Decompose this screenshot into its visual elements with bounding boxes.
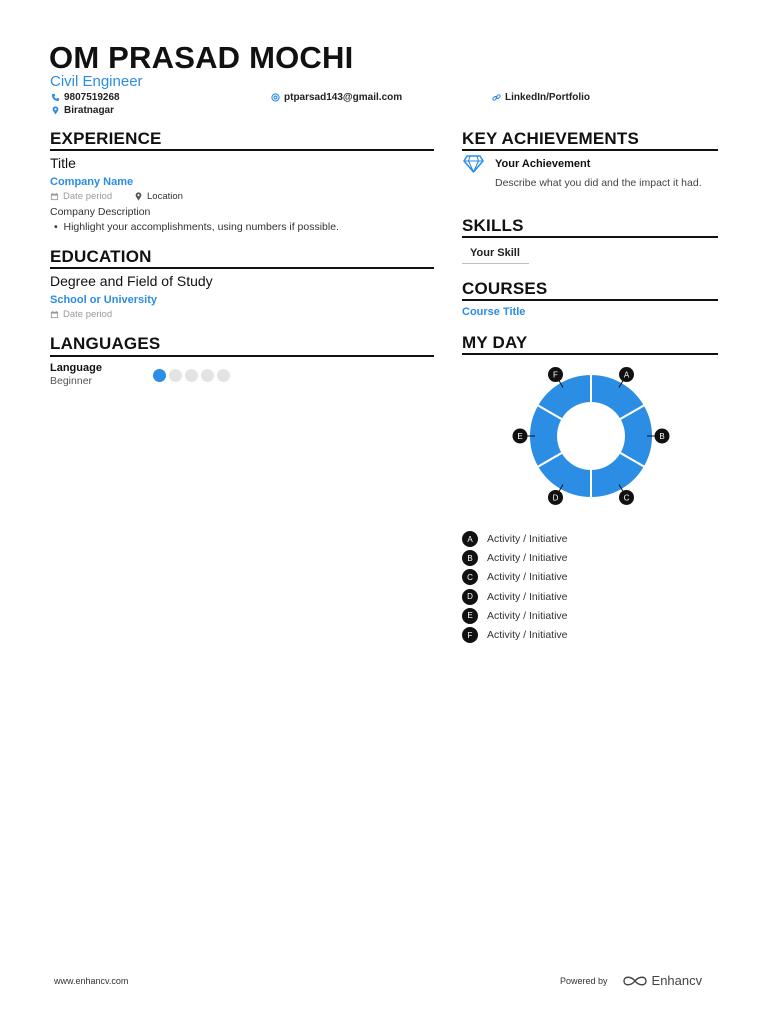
donut-label: E xyxy=(517,432,523,441)
at-icon xyxy=(271,93,280,102)
languages-rule xyxy=(50,355,434,357)
education-rule xyxy=(50,267,434,269)
language-level: Beginner xyxy=(50,375,93,387)
pin-icon xyxy=(134,192,143,201)
phone-icon xyxy=(51,93,60,102)
donut-label: C xyxy=(623,493,630,503)
contact-email[interactable] xyxy=(271,92,402,103)
experience-bullet-text: Highlight your accomplishments, using numbers if possible. xyxy=(63,221,339,233)
education-school: School or University xyxy=(50,294,157,306)
donut-label: D xyxy=(552,493,559,503)
achievement-description: Describe what you did and the impact it had. xyxy=(495,177,702,189)
enhancv-brand[interactable] xyxy=(622,973,703,988)
achievement-title: Your Achievement xyxy=(495,158,591,170)
powered-by-text: Powered by xyxy=(560,975,608,986)
legend-item xyxy=(462,608,568,624)
rating-dot xyxy=(217,369,230,382)
enhancv-brand-text: Enhancv xyxy=(651,973,703,988)
legend-label: Activity / Initiative xyxy=(487,552,568,565)
phone-text: 9807519268 xyxy=(64,92,120,103)
legend-item xyxy=(462,531,568,547)
legend-badge: B xyxy=(462,550,478,566)
legend-item xyxy=(462,627,568,643)
legend-badge: C xyxy=(462,569,478,585)
skills-heading: SKILLS xyxy=(462,216,524,235)
link-text: LinkedIn/Portfolio xyxy=(505,92,590,103)
contact-phone xyxy=(51,92,120,103)
legend-label: Activity / Initiative xyxy=(487,571,568,584)
bullet-marker: • xyxy=(54,221,64,233)
my-day-donut-chart xyxy=(505,366,675,506)
achievements-rule xyxy=(462,149,718,151)
pin-icon xyxy=(51,106,60,115)
rating-dot xyxy=(201,369,214,382)
experience-company: Company Name xyxy=(50,176,134,188)
diamond-icon xyxy=(463,155,484,173)
email-text: ptparsad143@gmail.com xyxy=(284,92,403,103)
legend-item xyxy=(462,569,568,585)
languages-heading: LANGUAGES xyxy=(50,334,161,353)
location-text: Biratnagar xyxy=(64,105,115,116)
experience-location xyxy=(134,191,183,202)
legend-badge: A xyxy=(462,531,478,547)
legend-item xyxy=(462,589,568,605)
education-heading: EDUCATION xyxy=(50,247,152,266)
legend-label: Activity / Initiative xyxy=(487,533,568,545)
candidate-role: Civil Engineer xyxy=(50,73,143,90)
courses-heading: COURSES xyxy=(462,279,548,298)
achievements-heading: KEY ACHIEVEMENTS xyxy=(462,129,640,148)
experience-title: Title xyxy=(50,155,76,171)
footer-powered xyxy=(560,973,702,988)
donut-label: A xyxy=(623,370,630,380)
myday-heading: MY DAY xyxy=(462,333,528,352)
rating-dot xyxy=(169,369,182,382)
donut-label: F xyxy=(553,370,558,380)
link-icon xyxy=(492,93,501,102)
skill-underline xyxy=(462,263,529,264)
rating-dot xyxy=(185,369,198,382)
experience-rule xyxy=(50,149,434,151)
education-date-text: Date period xyxy=(63,309,113,320)
candidate-name: OM PRASAD MOCHI xyxy=(49,40,354,75)
experience-heading: EXPERIENCE xyxy=(50,129,162,148)
experience-bullet xyxy=(54,221,339,233)
contact-link[interactable] xyxy=(492,92,590,103)
language-name: Language xyxy=(50,362,102,374)
legend-badge: F xyxy=(462,627,478,643)
legend-label: Activity / Initiative xyxy=(487,609,568,622)
contact-location xyxy=(51,105,114,116)
education-degree: Degree and Field of Study xyxy=(50,273,213,289)
education-date xyxy=(50,309,112,320)
legend-badge: E xyxy=(462,608,478,624)
calendar-icon xyxy=(50,192,59,201)
donut-label: B xyxy=(659,432,665,441)
language-rating xyxy=(153,369,230,382)
rating-dot xyxy=(153,369,166,382)
enhancv-logo-icon xyxy=(622,975,648,987)
skills-rule xyxy=(462,236,718,238)
experience-location-text: Location xyxy=(147,191,183,202)
experience-description: Company Description xyxy=(50,206,151,218)
experience-date-text: Date period xyxy=(63,191,113,202)
experience-date xyxy=(50,191,112,202)
legend-label: Activity / Initiative xyxy=(487,590,568,603)
courses-rule xyxy=(462,299,718,301)
course-title: Course Title xyxy=(462,306,526,318)
legend-badge: D xyxy=(462,589,478,605)
legend-label: Activity / Initiative xyxy=(487,629,568,641)
footer-website[interactable]: www.enhancv.com xyxy=(54,976,129,986)
myday-rule xyxy=(462,353,718,355)
skill-item: Your Skill xyxy=(470,247,520,259)
legend-item xyxy=(462,550,568,566)
calendar-icon xyxy=(50,310,59,319)
